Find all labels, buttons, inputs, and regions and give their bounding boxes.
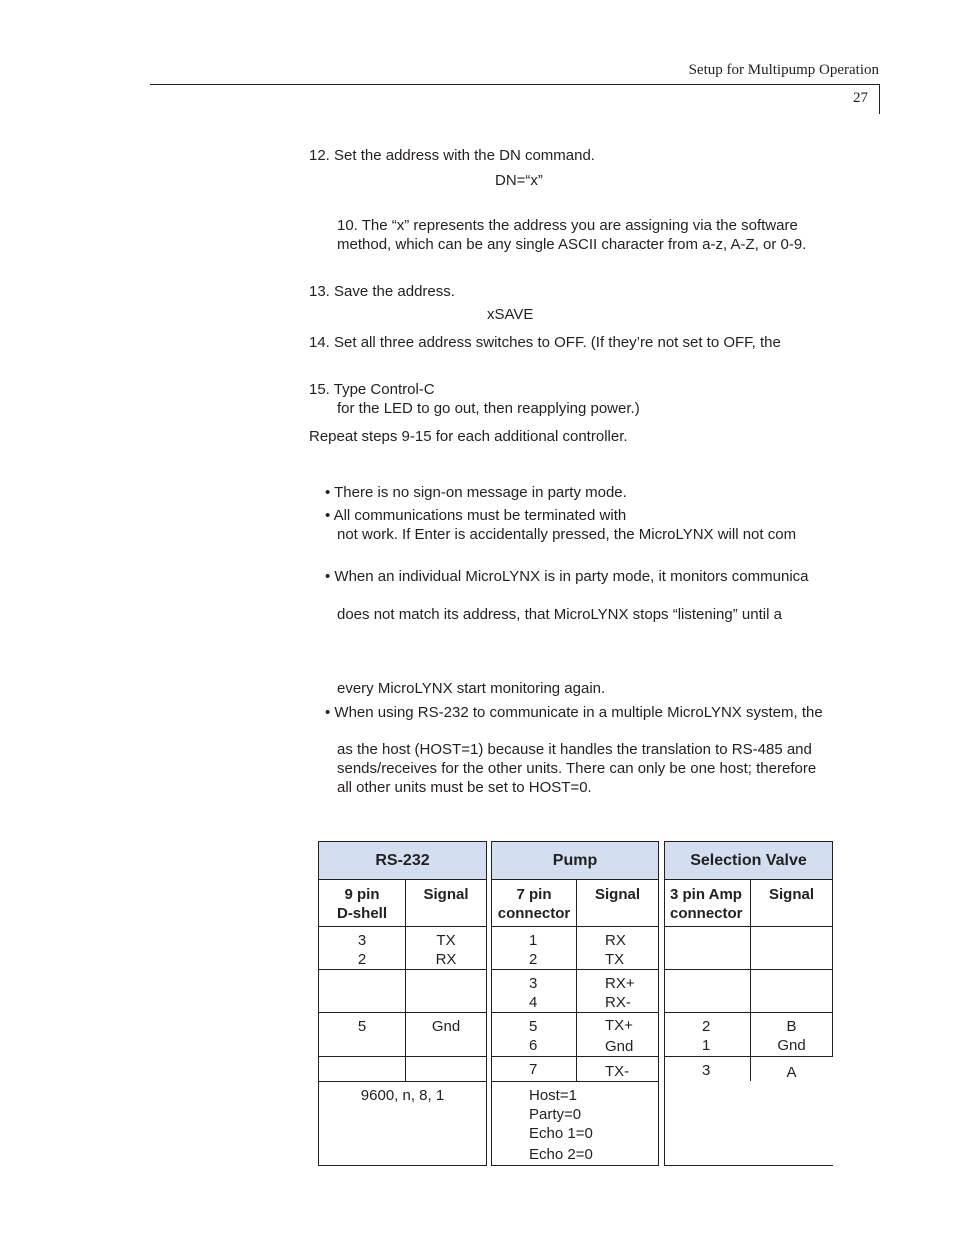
- pump-table: [491, 841, 659, 1166]
- bullet-4-line2: as the host (HOST=1) because it handles the translation to RS-485 and: [337, 741, 812, 758]
- row-divider: [665, 926, 833, 927]
- bullet-2-line1: • All communications must be terminated with: [325, 507, 627, 524]
- pump-signal-row4: TX-: [605, 1063, 630, 1080]
- repeat-note: Repeat steps 9-15 for each additional controller.: [309, 428, 628, 445]
- bullet-4-line4: all other units must be set to HOST=0.: [337, 779, 592, 796]
- row-divider: [665, 1056, 833, 1057]
- rs232-signal-row3: Gnd: [431, 1018, 461, 1035]
- row-divider: [492, 926, 658, 927]
- rs232-pins-row1: 3 2: [357, 932, 367, 968]
- column-divider: [405, 879, 406, 1081]
- bullet-4-line1: • When using RS-232 to communicate in a multiple MicroLYNX system, the: [325, 704, 823, 721]
- pump-pins-row3: 5 6: [529, 1018, 538, 1054]
- rs232-table-title: RS-232: [319, 842, 486, 880]
- step-12-command: DN=“x”: [495, 172, 543, 189]
- bullet-4-line3: sends/receives for the other units. There can only be one host; therefore: [337, 760, 817, 777]
- bullet-3-line3: every MicroLYNX start monitoring again.: [337, 680, 606, 697]
- pump-signals-row2: RX+ RX-: [605, 975, 635, 1011]
- row-divider: [319, 969, 486, 970]
- valve-pins-row3: 2 1: [702, 1018, 711, 1054]
- valve-signal-row4: A: [786, 1064, 797, 1081]
- step-15: 15. Type Control-C: [309, 381, 435, 398]
- bullet-1: • There is no sign-on message in party mode.: [325, 484, 627, 501]
- step-13: 13. Save the address.: [309, 283, 455, 300]
- row-divider: [492, 969, 658, 970]
- row-divider: [319, 1012, 486, 1013]
- row-divider: [319, 926, 486, 927]
- pump-pins-row1: 1 2: [529, 932, 538, 968]
- rs232-pin-row3: 5: [357, 1018, 367, 1035]
- pump-pin-header: 7 pin connector: [497, 886, 571, 922]
- step-15-line2: for the LED to go out, then reapplying power.): [337, 400, 640, 417]
- page-number: 27: [853, 90, 868, 106]
- selection-valve-table-title: Selection Valve: [665, 842, 833, 880]
- header-vertical-rule: [879, 84, 880, 114]
- row-divider: [492, 1012, 658, 1013]
- row-divider: [665, 1012, 833, 1013]
- bullet-3-line2: does not match its address, that MicroLYNX stops “listening” until a: [337, 606, 782, 623]
- column-divider: [576, 879, 577, 1081]
- step-12: 12. Set the address with the DN command.: [309, 147, 595, 164]
- valve-pin-header: 3 pin Amp connector: [670, 886, 743, 922]
- header-rule: [150, 84, 880, 85]
- running-header-title: Setup for Multipump Operation: [688, 62, 879, 78]
- right-border: [832, 879, 833, 1057]
- valve-signal-header: Signal: [768, 886, 814, 903]
- pump-signals-row1: RX TX: [605, 932, 626, 968]
- step-10-line2: method, which can be any single ASCII character from a-z, A-Z, or 0-9.: [337, 236, 807, 253]
- rs232-settings: 9600, n, 8, 1: [360, 1087, 445, 1104]
- row-divider: [665, 969, 833, 970]
- pump-signals-row3: TX+ Gnd: [605, 1017, 634, 1055]
- selection-valve-table: [664, 841, 833, 1166]
- step-14: 14. Set all three address switches to OFF. (If they’re not set to OFF, the: [309, 334, 781, 351]
- valve-signals-row3: B Gnd: [777, 1018, 806, 1054]
- pump-settings: Host=1 Party=0 Echo 1=0 Echo 2=0: [529, 1087, 593, 1163]
- step-13-command: xSAVE: [487, 306, 534, 323]
- rs232-signals-row1: TX RX: [435, 932, 457, 968]
- bullet-3-line1: • When an individual MicroLYNX is in party mode, it monitors communica: [325, 568, 809, 585]
- rs232-pin-header: 9 pin D-shell: [336, 886, 387, 922]
- pump-signal-header: Signal: [594, 886, 640, 903]
- row-divider: [492, 1081, 658, 1082]
- step-10-line1: 10. The “x” represents the address you are assigning via the software: [337, 217, 798, 234]
- pump-table-title: Pump: [492, 842, 658, 880]
- rs232-signal-header: Signal: [423, 886, 469, 903]
- row-divider: [319, 1081, 486, 1082]
- bullet-2-line2: not work. If Enter is accidentally pressed, the MicroLYNX will not com: [337, 526, 797, 543]
- valve-pin-row4: 3: [702, 1062, 711, 1079]
- pump-pins-row2: 3 4: [529, 975, 538, 1011]
- row-divider: [319, 1056, 486, 1057]
- rs232-table: [318, 841, 487, 1166]
- pump-pin-row4: 7: [529, 1061, 538, 1078]
